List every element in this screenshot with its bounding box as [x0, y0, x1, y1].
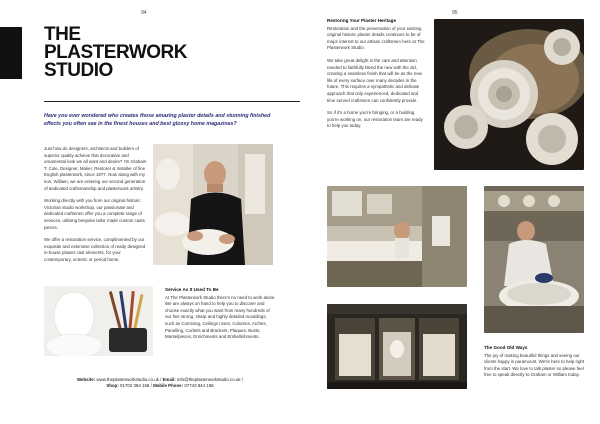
restoring-para-2: We take great delight in the care and attention needed to faithfully blend the new with the old, creating a seamless finish that will be as the new life of every surface over many decades in the future. This requires a sympathetic and delicate approach that only experienced, dedicated and time served craftsmen can confidently provide.: [327, 57, 422, 103]
footer-line-2: Shop: 01702 394 158 / Mobile Phone: 07743 844 158: [106, 383, 214, 389]
craftsman-portrait-photo: [153, 144, 273, 265]
workshop-interior-photo: [327, 186, 467, 287]
ceiling-rose-photo: [434, 19, 584, 170]
service-body: At The Plasterwork Studio there's no need to work alone. We are always on hand to help you to discover and choose exactly what you want from many hundreds of our fine strong, sharp and highly detailed mouldings, such as Cornicing, Ceilings roses, Columns, Arches, Panelling, Corbels and Brackets, Plaques, Busts, Mantelpieces, Enrichments and Embellishments.: [165, 294, 276, 340]
page-number-right: 95: [452, 10, 458, 16]
good-old-ways-heading: The Good Old Ways: [484, 345, 528, 350]
email-link[interactable]: info@theplasterworkstudio.co.uk: [177, 377, 241, 382]
service-section: [165, 287, 277, 347]
left-para-2: Working directly with you from our original historic Victorian studio workshop, our passionate and dedicated craftsmen offer you a complete range of services, utilising bespoke tailor made custom casts pieces.: [44, 198, 145, 230]
left-para-1: Just how do designers, architects and builders of superior quality achieve that decorative and ornamental look we all want and desire? I'm Graham T. Cole, Designer, Maker, Restorer & Installer of fine English plasterwork, since 1977. Now along with my son, William, we are entering our second generation of dedicated craftsmanship and plasterwork artistry.: [44, 146, 147, 191]
good-old-ways-section: [484, 345, 586, 385]
intro-text: Have you ever wondered who creates those amazing plaster details and stunning finished effects you often see in the finest houses and best glossy home magazines?: [44, 113, 271, 127]
title-line-1: THE: [44, 24, 81, 45]
restoring-heading: Restoring Your Plaster Heritage: [327, 18, 397, 23]
plaster-bust-and-brushes-photo: [44, 286, 153, 356]
contact-footer: [40, 377, 280, 390]
page-number-left: 94: [141, 10, 147, 16]
title-line-2: PLASTERWORK: [44, 42, 187, 63]
restoring-para-3: So if it's a home you're bringing, or a building you're working on, our restoration team are ready to help you today.: [327, 110, 423, 129]
title-divider: [44, 101, 300, 102]
service-heading: Service As It Used To Be: [165, 287, 219, 292]
craftsman-at-work-photo: [484, 186, 584, 333]
shop-phone-value: 01702 394 158: [120, 383, 150, 389]
page-title: [44, 26, 264, 80]
left-para-3: We offer a restoration service, complimented by our exquisite and extensive collection of ready designed in-house plaster cast elements, for your contemporary, eclectic or period home.: [44, 237, 146, 262]
footer-separator: /: [160, 377, 162, 382]
mobile-phone-label: Mobile Phone:: [153, 383, 184, 389]
footer-separator-2: /: [241, 377, 244, 382]
mobile-phone-value: 07743 844 158: [184, 383, 214, 389]
left-column-text: [44, 146, 147, 270]
website-link[interactable]: www.theplasterworkstudio.co.uk: [96, 377, 159, 382]
restoring-para-1: Restoration and the preservation of your existing original historic plaster details continues to be of major interest to our artisan craftsmen here at The Plasterwork Studio.: [327, 25, 425, 51]
shop-phone-label: Shop:: [106, 383, 119, 389]
email-label: Email:: [162, 377, 176, 382]
title-line-3: STUDIO: [44, 60, 113, 81]
website-label: Website:: [76, 377, 96, 382]
good-old-ways-body: The joy of making beautiful things and seeing our clients happy is paramount. We're here to help right from the start. We love to talk plaster so please feel free to speak directly to Graham or William today.: [484, 352, 585, 378]
shop-front-photo: [327, 304, 467, 389]
restoring-section: [327, 18, 427, 136]
black-edge-tab: [0, 27, 22, 79]
